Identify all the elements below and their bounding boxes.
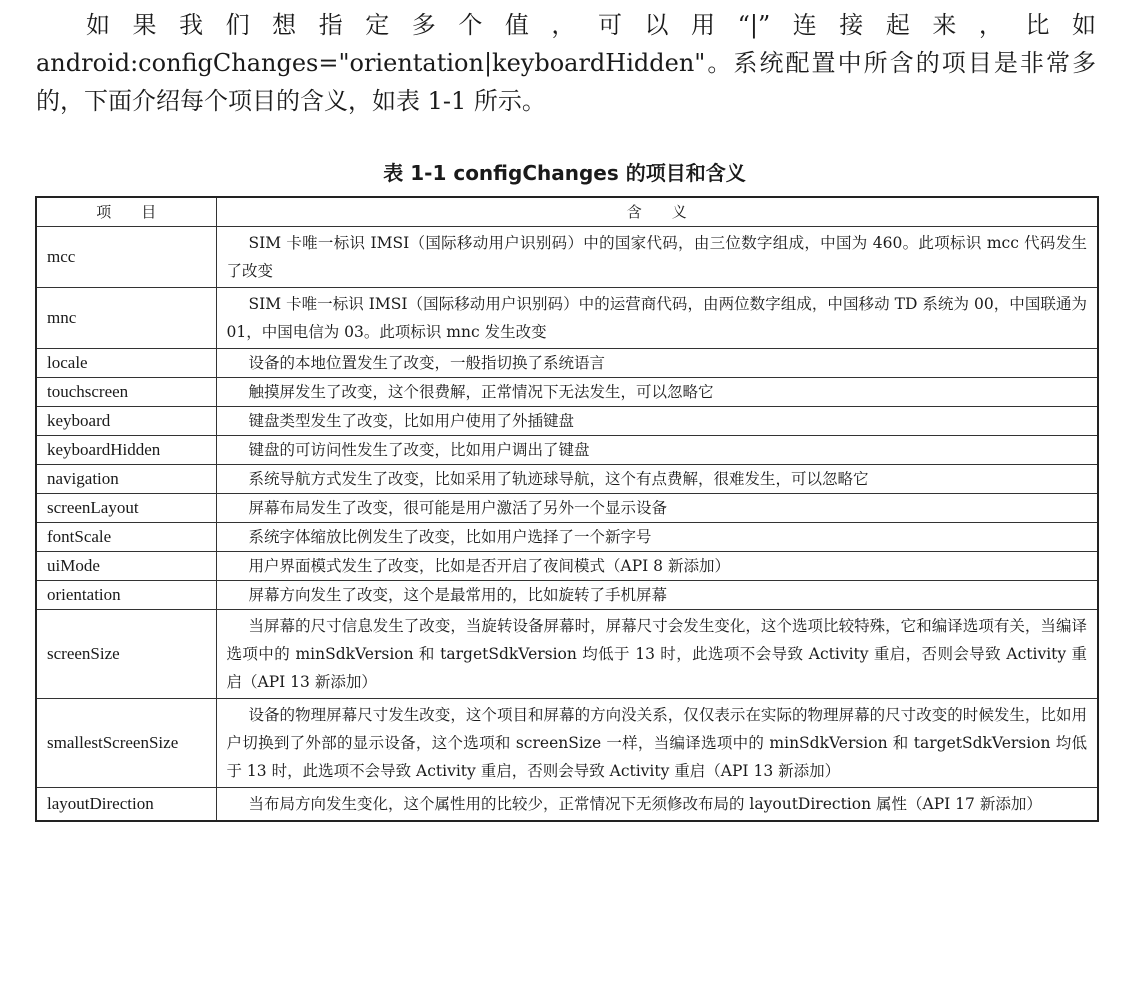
row-item: touchscreen (36, 378, 216, 407)
row-item: screenSize (36, 610, 216, 699)
row-meaning: 用户界面模式发生了改变，比如是否开启了夜间模式（API 8 新添加） (216, 552, 1098, 581)
row-meaning: 当屏幕的尺寸信息发生了改变，当旋转设备屏幕时，屏幕尺寸会发生变化，这个选项比较特殊，它和编译选项有关，当编译选项中的 minSdkVersion 和 targetSdkVersion 均低于 13 时，此选项不会导致 Activity 重启，否则会导致 Activity 重启（API 13 新添加） (216, 610, 1098, 699)
row-item: orientation (36, 581, 216, 610)
header-item: 项 目 (36, 197, 216, 227)
row-item: uiMode (36, 552, 216, 581)
table-row (36, 407, 1098, 436)
config-changes-table (35, 196, 1099, 822)
table-row (36, 610, 1098, 699)
row-item: navigation (36, 465, 216, 494)
table-caption: 表 1-1 configChanges 的项目和含义 (383, 161, 746, 185)
table-row (36, 581, 1098, 610)
row-meaning: SIM 卡唯一标识 IMSI（国际移动用户识别码）中的运营商代码，由两位数字组成，中国移动 TD 系统为 00，中国联通为 01，中国电信为 03。此项标识 mnc 发生改变 (216, 288, 1098, 349)
row-meaning: 当布局方向发生变化，这个属性用的比较少，正常情况下无须修改布局的 layoutDirection 属性（API 17 新添加） (216, 788, 1098, 822)
table-row (36, 699, 1098, 788)
row-item: keyboard (36, 407, 216, 436)
table-row (36, 288, 1098, 349)
row-item: layoutDirection (36, 788, 216, 822)
table-row (36, 465, 1098, 494)
table-row (36, 349, 1098, 378)
row-meaning: 设备的本地位置发生了改变，一般指切换了系统语言 (216, 349, 1098, 378)
row-meaning: SIM 卡唯一标识 IMSI（国际移动用户识别码）中的国家代码，由三位数字组成，中国为 460。此项标识 mcc 代码发生了改变 (216, 227, 1098, 288)
row-meaning: 键盘的可访问性发生了改变，比如用户调出了键盘 (216, 436, 1098, 465)
table-row (36, 494, 1098, 523)
row-meaning: 屏幕方向发生了改变，这个是最常用的，比如旋转了手机屏幕 (216, 581, 1098, 610)
row-item: mnc (36, 288, 216, 349)
table-row (36, 788, 1098, 822)
intro-paragraph: 如果我们想指定多个值，可以用“|”连接起来，比如 android:configChanges="orientation|keyboardHidden"。系统配置中所含的项目是非常多的，下面介绍每个项目的含义，如表 1-1 所示。 (36, 11, 1096, 115)
row-item: keyboardHidden (36, 436, 216, 465)
table-row (36, 378, 1098, 407)
row-item: mcc (36, 227, 216, 288)
row-meaning: 系统导航方式发生了改变，比如采用了轨迹球导航，这个有点费解，很难发生，可以忽略它 (216, 465, 1098, 494)
row-item: fontScale (36, 523, 216, 552)
row-meaning: 屏幕布局发生了改变，很可能是用户激活了另外一个显示设备 (216, 494, 1098, 523)
row-meaning: 设备的物理屏幕尺寸发生改变，这个项目和屏幕的方向没关系，仅仅表示在实际的物理屏幕的尺寸改变的时候发生，比如用户切换到了外部的显示设备，这个选项和 screenSize 一样，当编译选项中的 minSdkVersion 和 targetSdkVersion 均低于 13 时，此选项不会导致 Activity 重启，否则会导致 Activity 重启（API 13 新添加） (216, 699, 1098, 788)
table-row (36, 436, 1098, 465)
row-item: screenLayout (36, 494, 216, 523)
table-row (36, 523, 1098, 552)
table-row (36, 552, 1098, 581)
row-meaning: 键盘类型发生了改变，比如用户使用了外插键盘 (216, 407, 1098, 436)
row-item: smallestScreenSize (36, 699, 216, 788)
header-meaning: 含 义 (216, 197, 1098, 227)
table-header-row (36, 197, 1098, 227)
row-meaning: 系统字体缩放比例发生了改变，比如用户选择了一个新字号 (216, 523, 1098, 552)
row-meaning: 触摸屏发生了改变，这个很费解，正常情况下无法发生，可以忽略它 (216, 378, 1098, 407)
table-row (36, 227, 1098, 288)
row-item: locale (36, 349, 216, 378)
